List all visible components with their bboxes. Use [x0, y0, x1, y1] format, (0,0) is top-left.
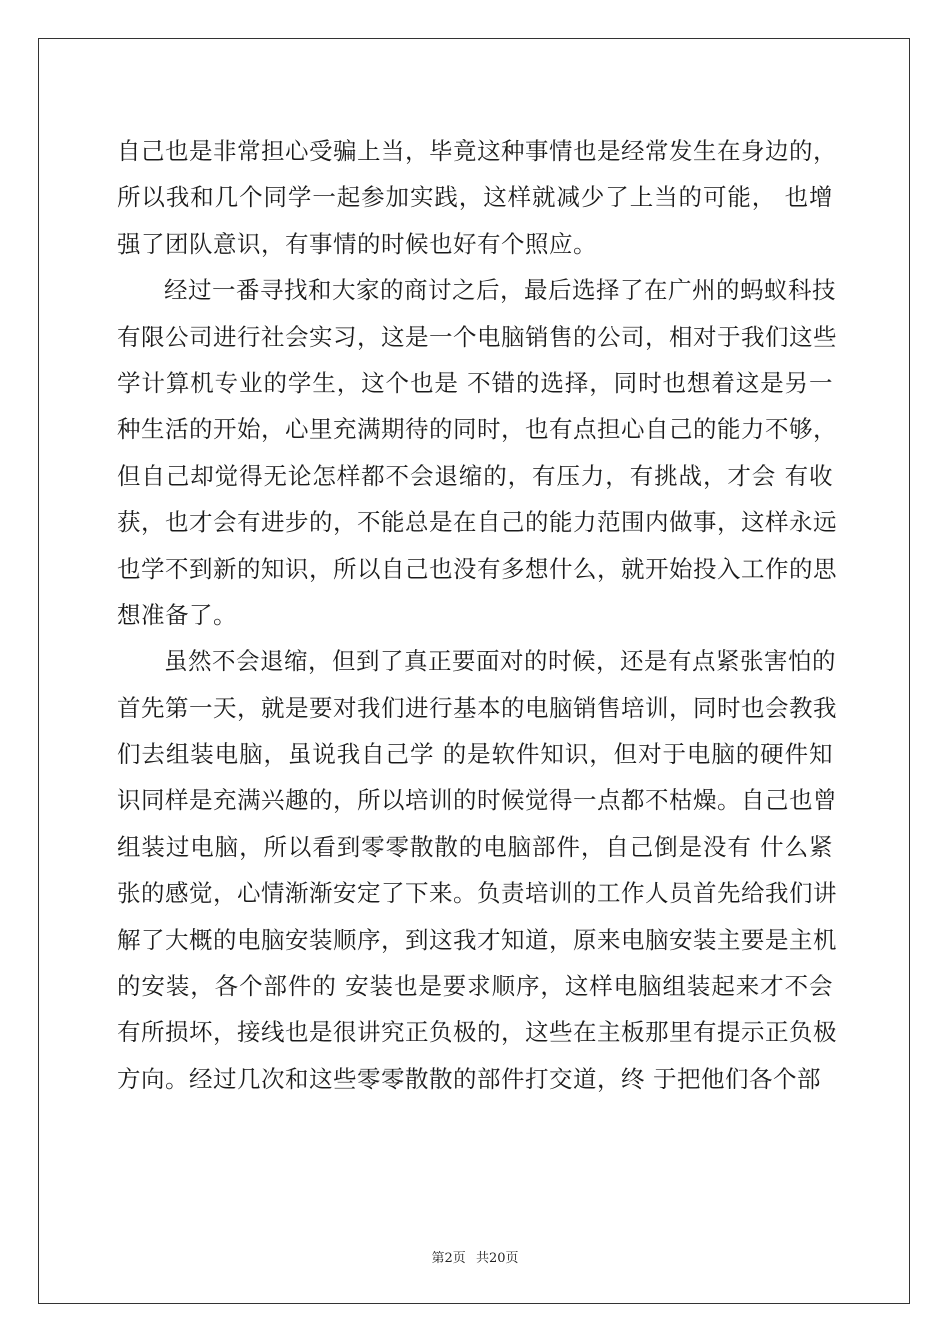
text-line: 学计算机专业的学生，这个也是 不错的选择，同时也想着这是另一 — [117, 368, 833, 397]
page-total: 共20页 — [475, 1251, 519, 1266]
text-line: 经过一番寻找和大家的商讨之后，最后选择了在广州的蚂蚁科技 — [164, 276, 836, 305]
text-line: 张的感觉，心情渐渐安定了下来。负责培训的工作人员首先给我们讲 — [117, 879, 837, 908]
text-line: 获，也才会有进步的，不能总是在自己的能力范围内做事，这样永远 — [117, 508, 837, 537]
text-line: 有限公司进行社会实习，这是一个电脑销售的公司，相对于我们这些 — [117, 322, 837, 351]
text-line: 但自己却觉得无论怎样都不会退缩的，有压力，有挑战，才会 有收 — [117, 461, 833, 490]
text-line: 有所损坏，接线也是很讲究正负极的，这些在主板那里有提示正负极 — [117, 1018, 837, 1047]
text-line: 的安装，各个部件的 安装也是要求顺序，这样电脑组装起来才不会 — [117, 972, 833, 1001]
text-line: 想准备了。 — [117, 600, 237, 629]
text-line: 自己也是非常担心受骗上当，毕竟这种事情也是经常发生在身边的， — [117, 137, 837, 165]
text-line: 们去组装电脑，虽说我自己学 的是软件知识，但对于电脑的硬件知 — [117, 740, 833, 769]
page-number: 第2页 — [431, 1251, 466, 1266]
text-line: 也学不到新的知识，所以自己也没有多想什么，就开始投入工作的思 — [117, 554, 837, 583]
document-body — [117, 128, 837, 1102]
text-line: 强了团队意识，有事情的时候也好有个照应。 — [117, 229, 597, 258]
page-footer — [0, 1247, 950, 1266]
text-line: 首先第一天，就是要对我们进行基本的电脑销售培训，同时也会教我 — [117, 693, 837, 722]
text-line: 解了大概的电脑安装顺序，到这我才知道，原来电脑安装主要是主机 — [117, 925, 837, 954]
text-line: 种生活的开始，心里充满期待的同时，也有点担心自己的能力不够， — [117, 415, 837, 444]
text-line: 识同样是充满兴趣的，所以培训的时候觉得一点都不枯燥。自己也曾 — [117, 786, 837, 815]
text-line: 虽然不会退缩，但到了真正要面对的时候，还是有点紧张害怕的 — [164, 647, 836, 676]
text-line: 所以我和几个同学一起参加实践，这样就减少了上当的可能， 也增 — [117, 183, 833, 212]
text-line: 组装过电脑，所以看到零零散散的电脑部件，自己倒是没有 什么紧 — [117, 832, 833, 861]
text-line: 方向。经过几次和这些零零散散的部件打交道，终 于把他们各个部 — [117, 1064, 821, 1093]
